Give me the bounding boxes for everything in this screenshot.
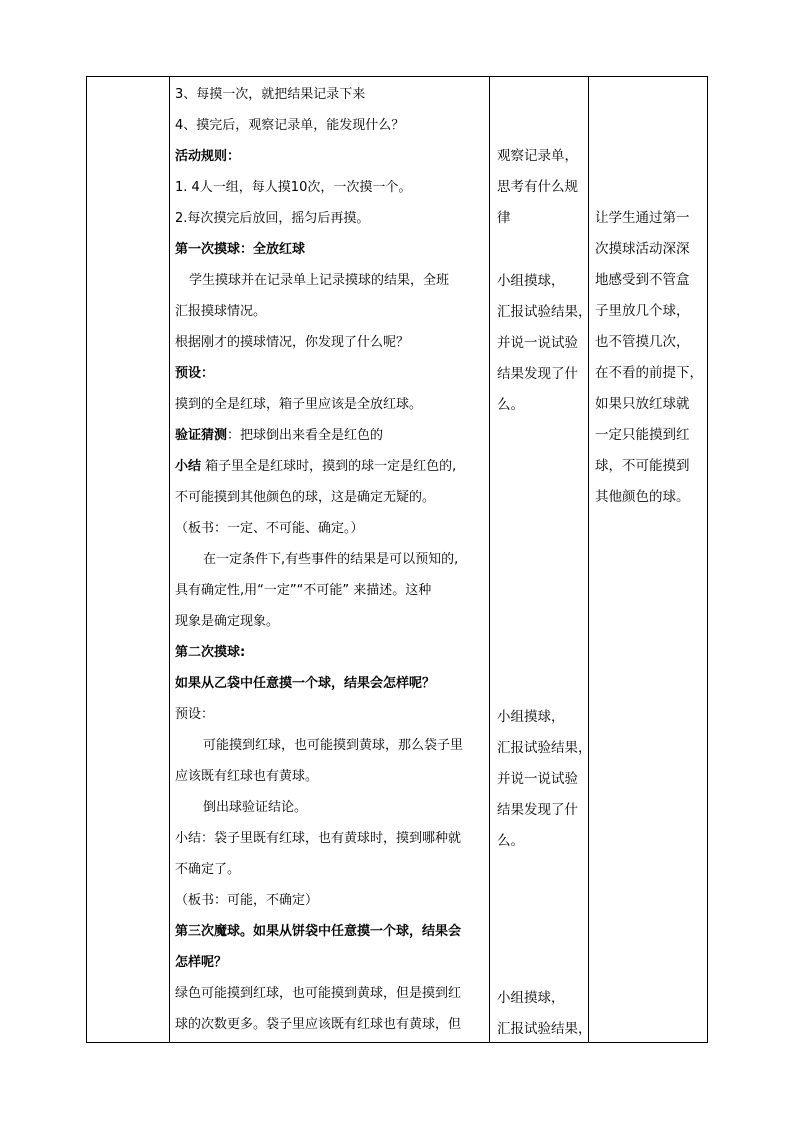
teacher-line: 小结 箱子里全是红球时，摸到的球一定是红色的, xyxy=(175,459,457,474)
intent-line: 地感受到不管盒 xyxy=(595,272,690,288)
teacher-line: 小结：袋子里既有红球，也有黄球时，摸到哪种就 xyxy=(175,831,462,846)
teacher-line: 预设： xyxy=(175,366,215,381)
teacher-line: 根据刚才的摸球情况，你发现了什么呢？ xyxy=(175,335,410,350)
column-divider-1 xyxy=(169,77,170,1042)
teacher-line: 倒出球验证结论。 xyxy=(203,800,308,815)
teacher-line: 3、每摸一次，就把结果记录下来 xyxy=(175,87,366,102)
teacher-line: 绿色可能摸到红球，也可能摸到黄球，但是摸到红 xyxy=(175,986,462,1001)
intent-line: 一定只能摸到红 xyxy=(595,427,690,443)
student-line: 么。 xyxy=(497,397,524,413)
student-line: 小组摸球， xyxy=(497,273,565,289)
teacher-line: 1. 4人一组，每人摸10次，一次摸一个。 xyxy=(175,180,412,195)
student-line: 并说一说试验 xyxy=(497,335,578,351)
student-line: 并说一说试验 xyxy=(497,771,578,787)
teacher-line: 4、摸完后，观察记录单，能发现什么？ xyxy=(175,118,405,133)
intent-line: 如果只放红球就 xyxy=(595,396,690,412)
intent-line: 其他颜色的球。 xyxy=(595,489,690,505)
teacher-line: 第三次魔球。如果从饼袋中任意摸一个球，结果会 xyxy=(175,924,462,939)
student-line: 思考有什么规 xyxy=(497,179,578,195)
teacher-line: 活动规则： xyxy=(175,149,241,164)
student-line: 律 xyxy=(497,210,511,226)
student-line: 汇报试验结果， xyxy=(497,740,592,756)
teacher-line: 汇报摸球情况。 xyxy=(175,304,267,319)
teacher-line: 怎样呢？ xyxy=(175,955,228,970)
teacher-line: 如果从乙袋中任意摸一个球，结果会怎样呢？ xyxy=(175,676,436,691)
teacher-line: 在一定条件下,有些事件的结果是可以预知的, xyxy=(203,552,459,567)
column-divider-2 xyxy=(489,77,490,1042)
teacher-line: 验证猜测：把球倒出来看全是红色的 xyxy=(175,428,384,443)
student-line: 么。 xyxy=(497,833,524,849)
student-line: 汇报试验结果， xyxy=(497,1021,592,1037)
student-line: 小组摸球， xyxy=(497,709,565,725)
teacher-line: （板书：可能，不确定） xyxy=(175,893,319,908)
teacher-line: （板书：一定、不可能、确定。） xyxy=(175,521,364,536)
intent-line: 子里放几个球， xyxy=(595,303,690,319)
teacher-line: 摸到的全是红球，箱子里应该是全放红球。 xyxy=(175,397,423,412)
intent-line: 也不管摸几次， xyxy=(595,334,690,350)
student-line: 观察记录单， xyxy=(497,148,578,164)
column-divider-3 xyxy=(588,77,589,1042)
student-line: 汇报试验结果， xyxy=(497,304,592,320)
lesson-plan-table xyxy=(86,76,708,1043)
teacher-line: 学生摸球并在记录单上记录摸球的结果，全班 xyxy=(189,273,450,288)
intent-line: 球，不可能摸到 xyxy=(595,458,690,474)
teacher-line: 2.每次摸完后放回，摇匀后再摸。 xyxy=(175,211,370,226)
student-line: 小组摸球， xyxy=(497,990,565,1006)
teacher-line: 第二次摸球: xyxy=(175,645,246,660)
teacher-line: 预设： xyxy=(175,707,215,722)
intent-line: 在不看的前提下， xyxy=(595,365,703,381)
teacher-line: 可能摸到红球，也可能摸到黄球，那么袋子里 xyxy=(203,738,464,753)
intent-line: 让学生通过第一 xyxy=(595,210,690,226)
student-line: 结果发现了什 xyxy=(497,366,578,382)
teacher-line: 具有确定性,用“一定”“不可能” 来描述。这种 xyxy=(175,583,432,598)
teacher-line: 不可能摸到其他颜色的球，这是确定无疑的。 xyxy=(175,490,436,505)
teacher-line: 不确定了。 xyxy=(175,862,241,877)
teacher-line: 球的次数更多。袋子里应该既有红球也有黄球，但 xyxy=(175,1017,462,1032)
student-line: 结果发现了什 xyxy=(497,802,578,818)
teacher-line: 现象是确定现象。 xyxy=(175,614,280,629)
teacher-line: 第一次摸球：全放红球 xyxy=(175,242,306,257)
teacher-line: 应该既有红球也有黄球。 xyxy=(175,769,319,784)
intent-line: 次摸球活动深深 xyxy=(595,241,690,257)
